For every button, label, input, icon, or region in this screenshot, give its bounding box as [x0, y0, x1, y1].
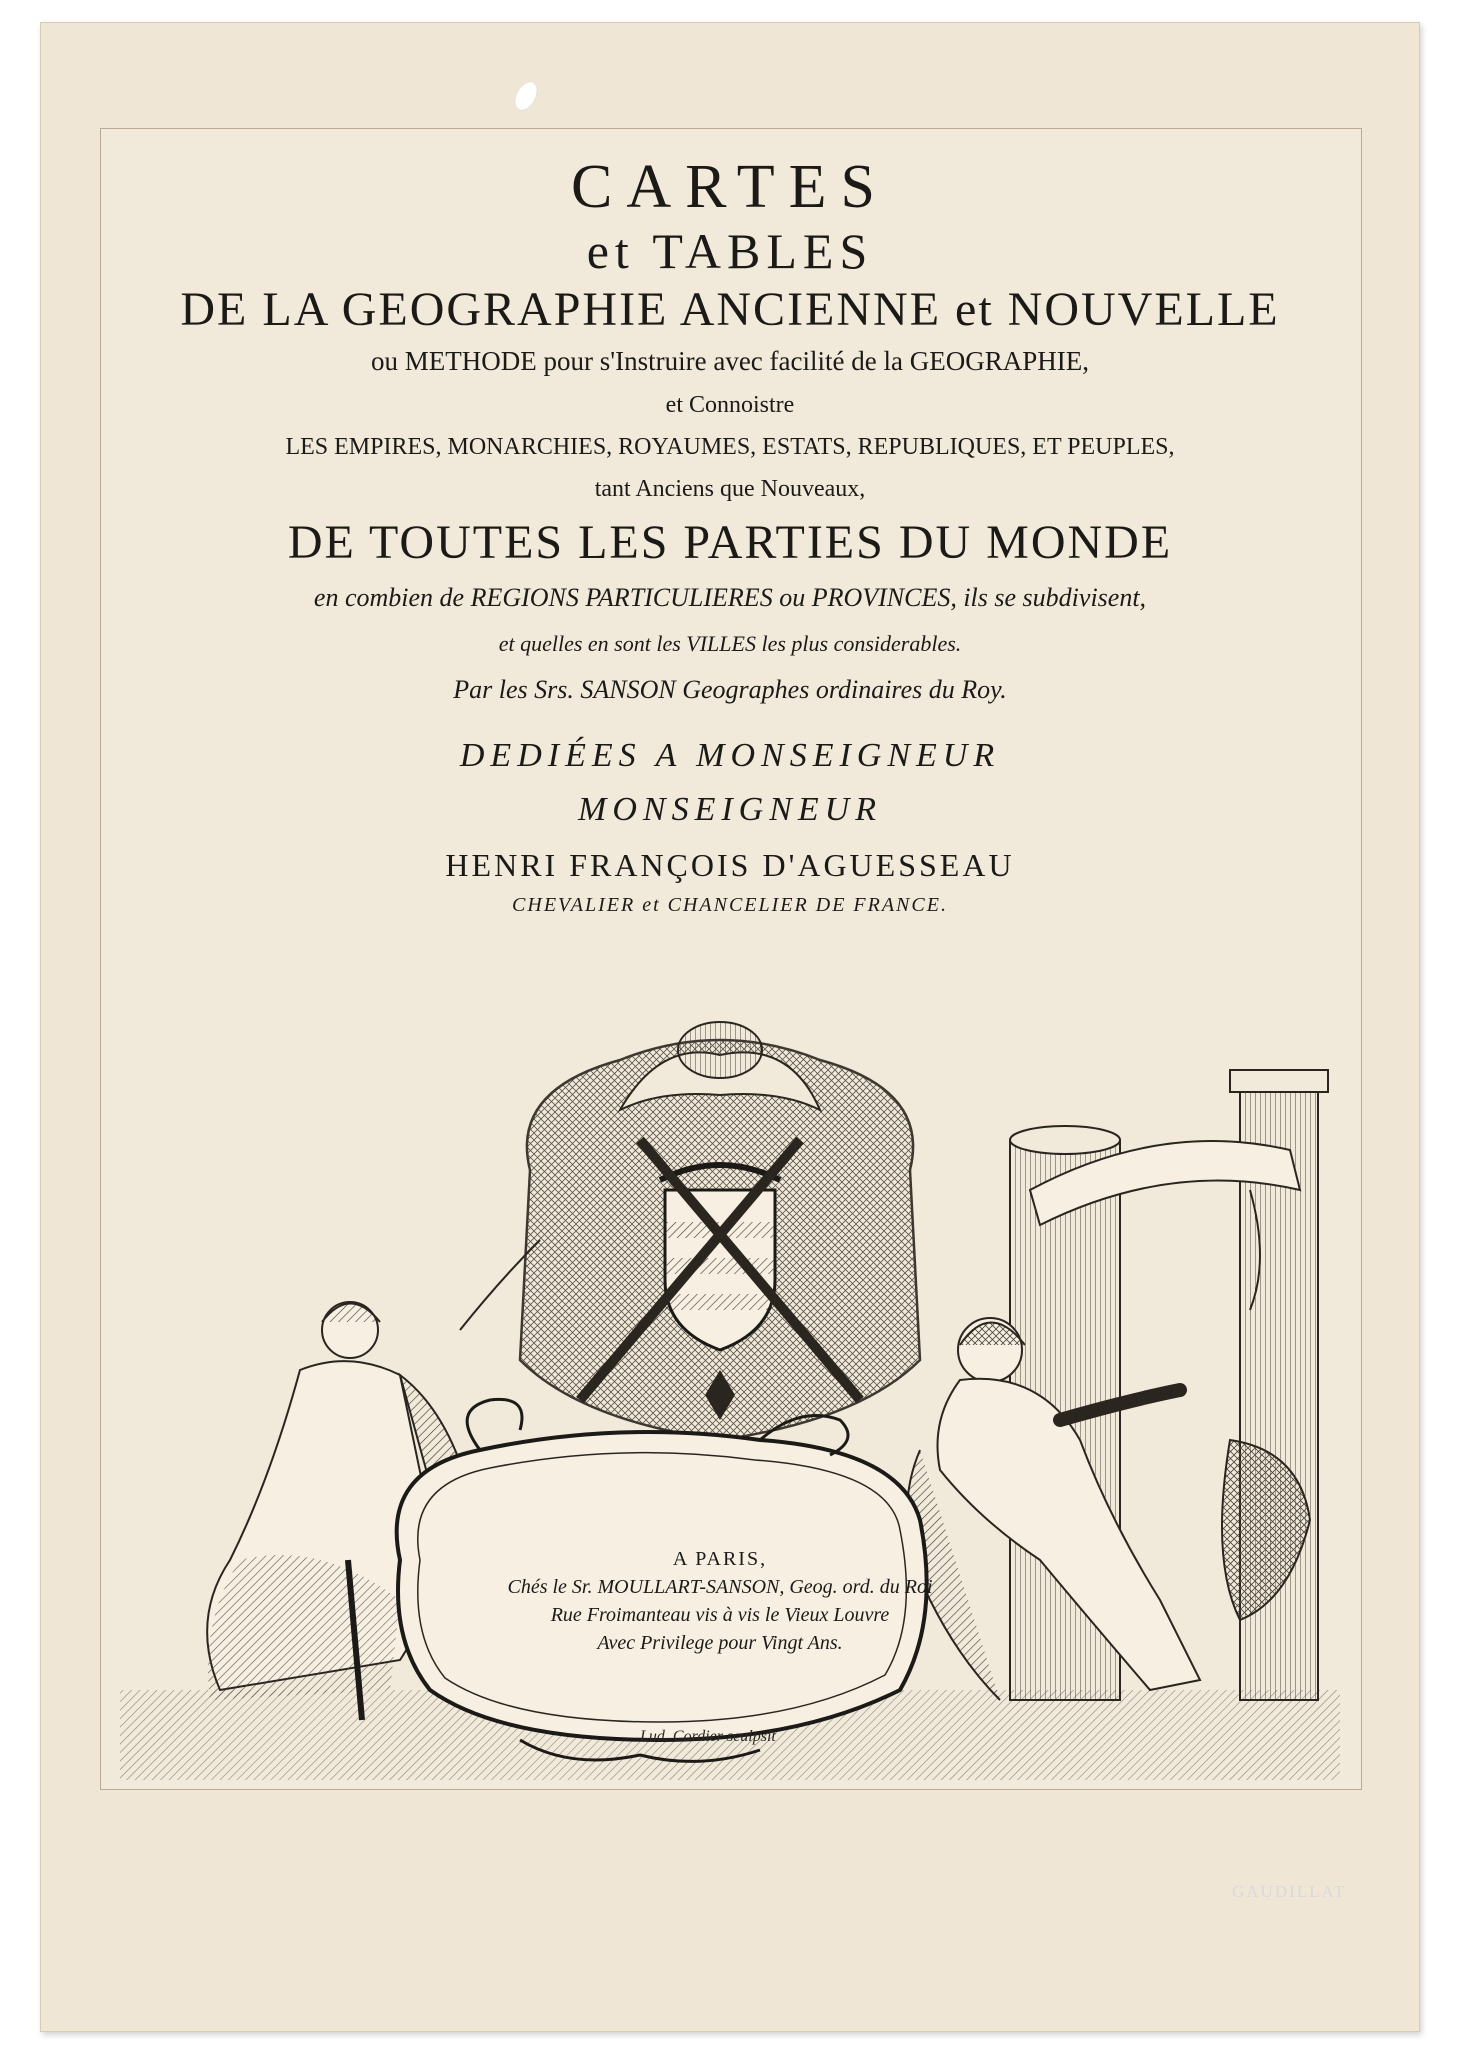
- subtitle-villes: et quelles en sont les VILLES les plus considerables.: [498, 631, 962, 656]
- engraver-signature: Lud. Cordier sculpsit: [640, 1728, 776, 1745]
- author-line: Par les Srs. SANSON Geographes ordinaires du Roy.: [453, 675, 1007, 704]
- title-toutes-les-parties: DE TOUTES LES PARTIES DU MONDE: [287, 516, 1173, 569]
- subtitle-connoistre: et Connoistre: [665, 392, 795, 418]
- dedicatee-title: CHEVALIER et CHANCELIER DE FRANCE.: [512, 894, 948, 916]
- imprint-publisher: Chés le Sr. MOULLART-SANSON, Geog. ord. du Roi: [507, 1576, 933, 1598]
- dedicatee-name: HENRI FRANÇOIS D'AGUESSEAU: [445, 847, 1015, 883]
- watermark: GAUDILLAT: [1232, 1882, 1347, 1901]
- dedication-monseigneur: MONSEIGNEUR: [578, 791, 882, 828]
- title-block: [100, 140, 1360, 915]
- imprint-block: [420, 1545, 1020, 1657]
- title-geographie: DE LA GEOGRAPHIE ANCIENNE et NOUVELLE: [180, 283, 1280, 336]
- subtitle-regions: en combien de REGIONS PARTICULIERES ou PROVINCES, ils se subdivisent,: [313, 583, 1147, 612]
- title-tables: et TABLES: [586, 223, 874, 279]
- imprint-privilege: Avec Privilege pour Vingt Ans.: [597, 1632, 843, 1654]
- subtitle-methode: ou METHODE pour s'Instruire avec facilité de la GEOGRAPHIE,: [371, 346, 1089, 376]
- engraved-illustration: [100, 1000, 1360, 1790]
- dedication-heading: DEDIÉES A MONSEIGNEUR: [459, 737, 1001, 774]
- imprint-address: Rue Froimanteau vis à vis le Vieux Louvre: [550, 1604, 890, 1626]
- coat-of-arms: [520, 1022, 920, 1440]
- title-cartes: CARTES: [571, 153, 889, 221]
- imprint-city: A PARIS,: [672, 1548, 768, 1570]
- subtitle-tant-anciens: tant Anciens que Nouveaux,: [594, 476, 866, 502]
- subtitle-empires: LES EMPIRES, MONARCHIES, ROYAUMES, ESTATS, REPUBLIQUES, ET PEUPLES,: [285, 434, 1175, 460]
- ruined-columns: [1010, 1070, 1328, 1700]
